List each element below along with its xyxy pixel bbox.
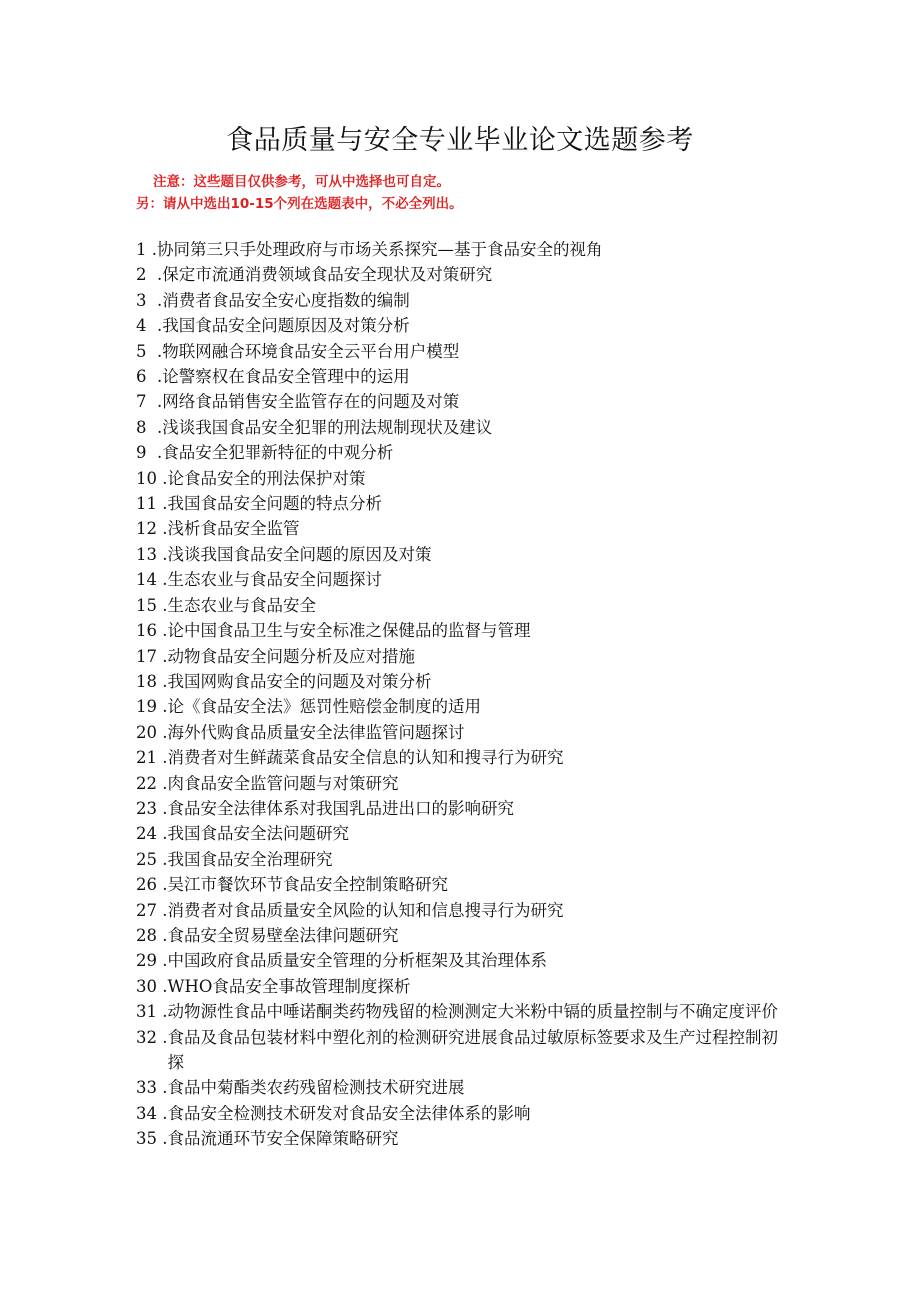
topic-title: 消费者对生鲜蔬菜食品安全信息的认知和搜寻行为研究 [167,748,564,768]
topic-number: 5 . [136,341,163,361]
topic-title: 我国食品安全问题原因及对策分析 [162,316,410,336]
topic-number: 14 . [136,570,168,590]
topic-number: 31 . [136,1002,168,1022]
topic-item [136,999,786,1024]
topic-item [136,389,786,414]
topic-number: 19 . [136,697,168,717]
topic-item [136,364,786,389]
topic-list [136,237,786,1152]
topic-title: 食品流通环节安全保障策略研究 [167,1129,399,1149]
topic-number: 18 . [136,671,168,691]
topic-item [136,466,786,491]
topic-number: 10 . [136,468,168,488]
topic-title: 论食品安全的刑法保护对策 [167,468,366,488]
topic-item [136,898,786,923]
topic-number: 7 . [136,392,163,412]
topic-number: 8 . [136,417,163,437]
topic-number: 30 . [136,976,168,996]
topic-title: 我国食品安全问题的特点分析 [167,494,382,514]
topic-number: 16 . [136,621,168,641]
topic-item [136,974,786,999]
topic-title: 保定市流通消费领域食品安全现状及对策研究 [162,265,493,285]
topic-item [136,923,786,948]
topic-number: 2 . [136,265,163,285]
topic-item [136,593,786,618]
topic-number: 25 . [136,849,168,869]
topic-title: 中国政府食品质量安全管理的分析框架及其治理体系 [167,951,547,971]
topic-number: 1 . [136,240,157,259]
topic-number: 12 . [136,519,168,539]
topic-number: 6 . [136,367,163,387]
topic-title: 我国食品安全治理研究 [167,849,333,869]
topic-number: 34 . [136,1103,168,1123]
topic-item [136,847,786,872]
topic-number: 24 . [136,824,168,844]
topic-item [136,237,786,262]
topic-item [136,720,786,745]
topic-title: 食品安全法律体系对我国乳品进出口的影响研究 [167,798,514,818]
note-attention: 注意：这些题目仅供参考，可从中选择也可自定。 [153,174,450,190]
topic-number: 13 . [136,544,168,564]
topic-number: 17 . [136,646,168,666]
topic-number: 3 . [136,290,163,310]
topic-number: 11 . [136,494,168,514]
topic-title: 食品及食品包装材料中塑化剂的检测研究进展食品过敏原标签要求及生产过程控制初探 [167,1027,778,1072]
topic-number: 9 . [136,443,163,463]
topic-item [136,491,786,516]
topic-number: 23 . [136,798,168,818]
topic-title: 动物食品安全问题分析及应对措施 [167,646,415,666]
topic-number: 15 . [136,595,168,615]
topic-title: 吴江市餐饮环节食品安全控制策略研究 [167,875,448,895]
topic-title: 物联网融合环境食品安全云平台用户模型 [162,341,460,361]
topic-item [136,1126,786,1151]
topic-number: 26 . [136,875,168,895]
topic-title: 论《食品安全法》惩罚性赔偿金制度的适用 [167,697,481,717]
topic-number: 35 . [136,1129,168,1149]
topic-title: 生态农业与食品安全 [167,595,316,615]
topic-item [136,1025,786,1076]
topic-title: 协同第三只手处理政府与市场关系探究—基于食品安全的视角 [157,240,603,259]
topic-item [136,644,786,669]
topic-title: 动物源性食品中唾诺酮类药物残留的检测测定大米粉中镉的质量控制与不确定度评价 [167,1002,778,1022]
topic-number: 22 . [136,773,168,793]
topic-number: 28 . [136,925,168,945]
topic-title: 消费者对食品质量安全风险的认知和信息搜寻行为研究 [167,900,564,920]
topic-item [136,1101,786,1126]
topic-number: 4 . [136,316,163,336]
topic-title: 网络食品销售安全监管存在的问题及对策 [162,392,460,412]
topic-title: 肉食品安全监管问题与对策研究 [167,773,399,793]
topic-item [136,669,786,694]
topic-number: 20 . [136,722,168,742]
topic-title: 浅谈我国食品安全犯罪的刑法规制现状及建议 [162,417,493,437]
topic-title: 浅谈我国食品安全问题的原因及对策 [167,544,432,564]
topic-item [136,567,786,592]
topic-number: 21 . [136,748,168,768]
topic-title: 食品中菊酯类农药残留检测技术研究进展 [167,1078,465,1098]
topic-number: 29 . [136,951,168,971]
topic-item [136,821,786,846]
topic-title: 我国食品安全法问题研究 [167,824,349,844]
topic-item [136,948,786,973]
topic-item [136,771,786,796]
topic-title: 浅析食品安全监管 [167,519,300,539]
topic-title: 海外代购食品质量安全法律监管问题探讨 [167,722,465,742]
topic-item [136,1075,786,1100]
topic-title: 食品安全犯罪新特征的中观分析 [162,443,394,463]
topic-title: 论中国食品卫生与安全标准之保健品的监督与管理 [167,621,531,641]
topic-title: 论警察权在食品安全管理中的运用 [162,367,410,387]
topic-item [136,339,786,364]
topic-title: 食品安全检测技术研发对食品安全法律体系的影响 [167,1103,531,1123]
page-title: 食品质量与安全专业毕业论文选题参考 [226,125,694,156]
topic-item [136,872,786,897]
topic-number: 32 . [136,1027,168,1047]
topic-title: 生态农业与食品安全问题探讨 [167,570,382,590]
topic-item [136,516,786,541]
topic-title: 我国网购食品安全的问题及对策分析 [167,671,432,691]
topic-number: 27 . [136,900,168,920]
topic-item [136,796,786,821]
topic-item [136,440,786,465]
topic-item [136,542,786,567]
topic-item [136,313,786,338]
note-instruction: 另：请从中选出10-15个列在选题表中，不必全列出。 [136,196,463,212]
topic-number: 33 . [136,1078,168,1098]
topic-item [136,415,786,440]
topic-item [136,618,786,643]
topic-title: 食品安全贸易壁垒法律问题研究 [167,925,399,945]
topic-title: WHO食品安全事故管理制度探析 [167,976,411,996]
topic-item [136,745,786,770]
topic-item [136,288,786,313]
topic-item [136,262,786,287]
topic-title: 消费者食品安全安心度指数的编制 [162,290,410,310]
topic-item [136,694,786,719]
